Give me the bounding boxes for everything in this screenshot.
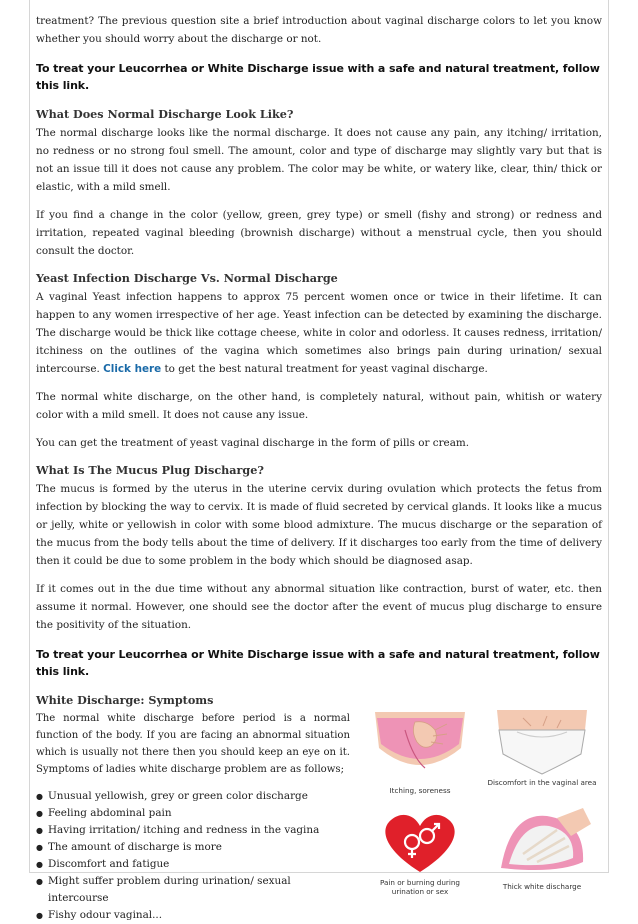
click-here-link[interactable]: Click here [103, 363, 162, 375]
yeast-infection-paragraph-2: The normal white discharge, on the other hand, is completely natural, without pain, whitish or watery color with a mild smell. It does not cause any issue. [36, 391, 602, 421]
itching-image [365, 708, 475, 786]
list-item: ● Having irritation/ itching and redness in the vagina [36, 822, 350, 839]
yeast-infection-paragraph-3: You can get the treatment of yeast vaginal discharge in the form of pills or cream. [36, 437, 470, 449]
symptoms-list [36, 788, 350, 924]
symptoms-text-column [36, 710, 350, 924]
discomfort-caption: Discomfort in the vaginal area [487, 778, 597, 787]
section-heading-symptoms: White Discharge: Symptoms [36, 693, 214, 707]
treatment-cta-2[interactable]: To treat your Leucorrhea or White Discharge issue with a safe and natural treatment, follow this link. [36, 648, 600, 678]
normal-discharge-paragraph-1: The normal discharge looks like the normal discharge. It does not cause any pain, any itching/ irritation, no redness or no strong foul smell. The amount, color and type of discharge may slightly vary but that is not an issue till it does not cause any problem. The color may be white, or watery like, clear, thin/ thick or elastic, with a mild smell. [36, 127, 602, 193]
thick-discharge-image [487, 808, 597, 880]
itching-illustration [365, 708, 475, 803]
pain-caption: Pain or burning during urination or sex [380, 878, 460, 896]
document-page [29, 0, 609, 921]
thick-discharge-caption: Thick white discharge [502, 882, 582, 891]
normal-discharge-paragraph-2: If you find a change in the color (yellow, green, grey type) or smell (fishy and strong) or redness and irritation, repeated vaginal bleeding (brownish discharge) without a menstrual cycle, then you should consult the doctor. [36, 209, 602, 257]
yeast-text-after-link: to get the best natural treatment for yeast vaginal discharge. [161, 363, 488, 375]
list-item: ● Fishy odour vaginal... [36, 907, 350, 924]
symptoms-illustration [359, 708, 597, 908]
mucus-plug-paragraph-1: The mucus is formed by the uterus in the uterine cervix during ovulation which protects the fetus from infection by blocking the way to cervix. It is made of fluid secreted by cervical glands. It looks like a mucus or jelly, white or yellowish in color with some blood admixture. The mucus discharge or the separation of the mucus from the body tells about the time of delivery. If it discharges too early from the time of delivery then it could be due to some problem in the body which should be diagnosed asap. [36, 483, 602, 567]
thick-discharge-illustration [487, 808, 597, 903]
discomfort-image [487, 708, 597, 778]
pain-illustration [365, 808, 475, 903]
discomfort-illustration [487, 708, 597, 803]
list-item: ● Unusual yellowish, grey or green color discharge [36, 788, 350, 805]
list-item: ● Feeling abdominal pain [36, 805, 350, 822]
yeast-text-before-link: A vaginal Yeast infection happens to approx 75 percent women once or twice in their lifetime. It can happen to any women irrespective of her age. Yeast infection can be detected by examining the discharge. The discharge would be thick like cottage cheese, white in color and odorless. It causes redness, irritation/ itchiness on the outlines of the vagina which sometimes also brings pain during urination/ sexual intercourse. [36, 291, 602, 375]
list-item: ● Might suffer problem during urination/ sexual intercourse [36, 873, 350, 907]
itching-caption: Itching, soreness [389, 786, 451, 795]
section-heading-mucus-plug: What Is The Mucus Plug Discharge? [36, 463, 264, 477]
intro-paragraph: treatment? The previous question site a brief introduction about vaginal discharge colors to let you know whether you should worry about the discharge or not. [36, 15, 602, 45]
symptoms-section [36, 692, 602, 924]
section-heading-yeast-infection: Yeast Infection Discharge Vs. Normal Discharge [36, 271, 338, 285]
symptoms-intro-paragraph: The normal white discharge before period is a normal function of the body. If you are facing an abnormal situation which is usually not there then you should keep an eye on it. Symptoms of ladies white discharge problem are as follows; [36, 713, 350, 775]
mucus-plug-paragraph-2: If it comes out in the due time without any abnormal situation like contraction, burst of water, etc. then assume it normal. However, one should see the doctor after the event of mucus plug discharge to ensure the positivity of the situation. [36, 583, 602, 631]
yeast-infection-paragraph-1 [36, 288, 602, 378]
heart-gender-icon [365, 808, 475, 876]
list-item: ● Discomfort and fatigue [36, 856, 350, 873]
list-item: ● The amount of discharge is more [36, 839, 350, 856]
section-heading-normal-discharge: What Does Normal Discharge Look Like? [36, 107, 294, 121]
treatment-cta[interactable]: To treat your Leucorrhea or White Discharge issue with a safe and natural treatment, follow this link. [36, 62, 600, 92]
